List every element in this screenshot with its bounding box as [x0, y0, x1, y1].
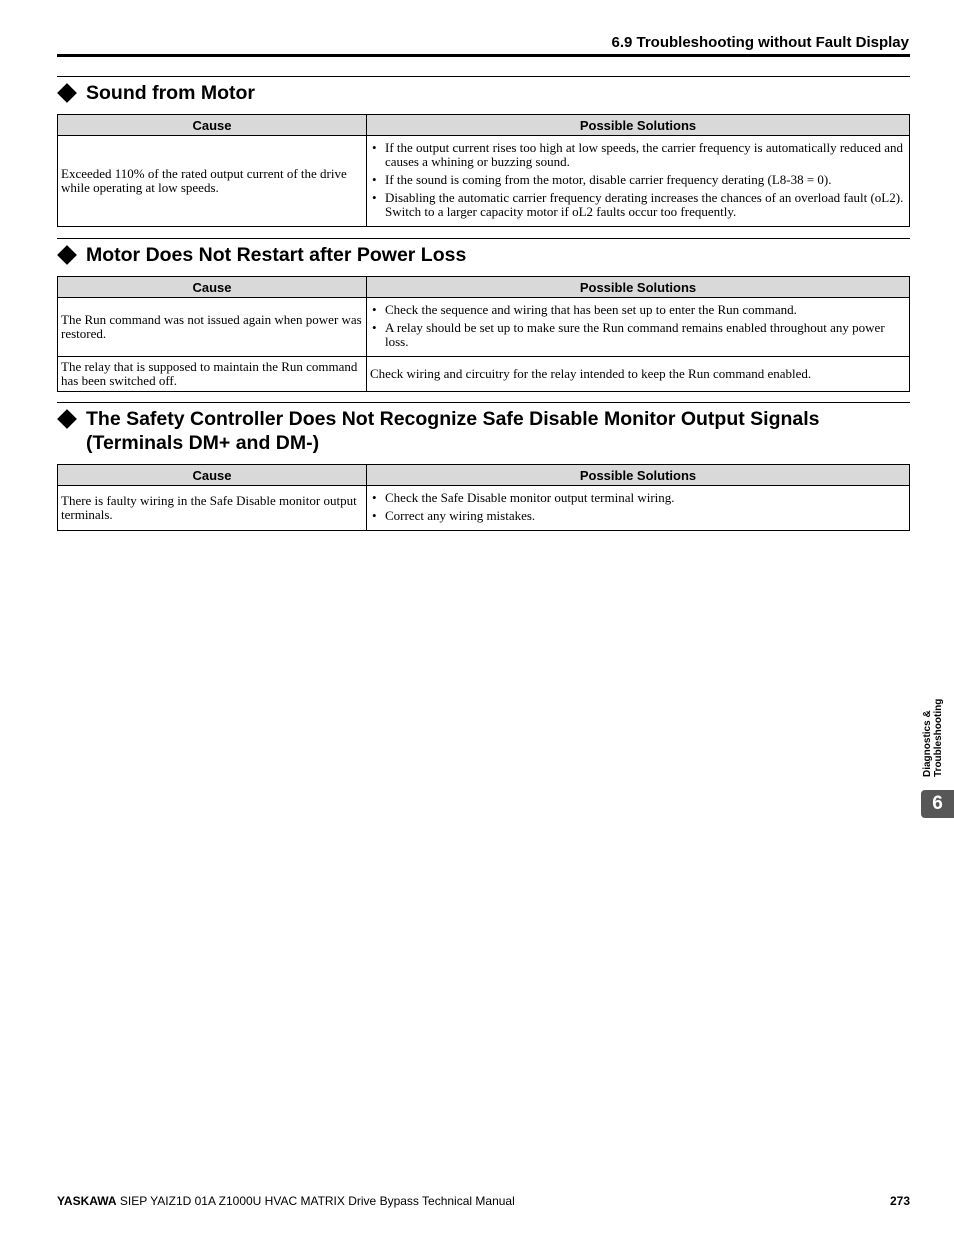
- list-item: • If the output current rises too high at low speeds, the carrier frequency is automatically reduced and causes a whining or buzzing sound.: [370, 141, 906, 169]
- section-title-line: (Terminals DM+ and DM-): [86, 432, 320, 454]
- solutions-header: Possible Solutions: [367, 465, 910, 486]
- troubleshooting-table: [57, 114, 910, 227]
- solutions-cell: [367, 136, 910, 227]
- section-rule: [57, 76, 910, 77]
- section-motor-does-not-restart: [57, 238, 910, 392]
- section-rule: [57, 402, 910, 403]
- table-row: [58, 357, 910, 392]
- footer-brand: YASKAWA: [57, 1194, 117, 1208]
- cause-header: Cause: [58, 277, 367, 298]
- section-heading: [57, 243, 910, 267]
- side-label-line: Troubleshooting: [933, 698, 944, 777]
- table-row: [58, 136, 910, 227]
- cause-header: Cause: [58, 115, 367, 136]
- list-item: • A relay should be set up to make sure the Run command remains enabled throughout any power loss.: [370, 321, 906, 349]
- diamond-bullet-icon: [57, 83, 77, 103]
- section-safety-controller: [57, 402, 910, 531]
- section-rule: [57, 238, 910, 239]
- cause-cell: The Run command was not issued again when power was restored.: [58, 298, 367, 357]
- solutions-cell: Check wiring and circuitry for the relay intended to keep the Run command enabled.: [367, 357, 910, 392]
- list-item: • Check the sequence and wiring that has been set up to enter the Run command.: [370, 303, 906, 317]
- side-label-text: [922, 682, 944, 777]
- section-title: Sound from Motor: [86, 82, 255, 104]
- cause-cell: The relay that is supposed to maintain the Run command has been switched off.: [58, 357, 367, 392]
- page-footer: [57, 1194, 910, 1208]
- cause-header: Cause: [58, 465, 367, 486]
- list-item: • Check the Safe Disable monitor output terminal wiring.: [370, 491, 906, 505]
- diamond-bullet-icon: [57, 245, 77, 265]
- troubleshooting-table: [57, 464, 910, 531]
- list-item: • Disabling the automatic carrier frequency derating increases the chances of an overload fault (oL2). Switch to a larger capacity motor if oL2 faults occur too frequently.: [370, 191, 906, 219]
- solutions-cell: [367, 486, 910, 531]
- section-title: [86, 407, 820, 455]
- list-item: • If the sound is coming from the motor, disable carrier frequency derating (L8-38 = 0).: [370, 173, 906, 187]
- cause-cell: There is faulty wiring in the Safe Disable monitor output terminals.: [58, 486, 367, 531]
- table-header-row: [58, 465, 910, 486]
- troubleshooting-table: [57, 276, 910, 392]
- table-row: [58, 298, 910, 357]
- diamond-bullet-icon: [57, 409, 77, 429]
- side-label-line: Diagnostics &: [922, 710, 933, 777]
- section-heading: [57, 81, 910, 105]
- side-chapter-label: [922, 685, 952, 780]
- solutions-header: Possible Solutions: [367, 277, 910, 298]
- solutions-header: Possible Solutions: [367, 115, 910, 136]
- solutions-list: [370, 491, 906, 523]
- solutions-list: [370, 141, 906, 219]
- section-sound-from-motor: [57, 76, 910, 227]
- section-heading: [57, 407, 910, 455]
- section-title: Motor Does Not Restart after Power Loss: [86, 244, 467, 266]
- footer-manual-title: [57, 1194, 515, 1208]
- table-header-row: [58, 115, 910, 136]
- cause-cell: Exceeded 110% of the rated output current of the drive while operating at low speeds.: [58, 136, 367, 227]
- section-title-line: The Safety Controller Does Not Recognize Safe Disable Monitor Output Signals: [86, 408, 820, 430]
- solutions-cell: [367, 298, 910, 357]
- list-item: • Correct any wiring mistakes.: [370, 509, 906, 523]
- solutions-list: [370, 303, 906, 349]
- header-rule: [57, 54, 910, 57]
- table-header-row: [58, 277, 910, 298]
- footer-manual-name: SIEP YAIZ1D 01A Z1000U HVAC MATRIX Drive Bypass Technical Manual: [119, 1194, 515, 1208]
- page-number: 273: [889, 1194, 910, 1208]
- chapter-tab: 6: [921, 790, 954, 818]
- table-row: [58, 486, 910, 531]
- running-header: 6.9 Troubleshooting without Fault Display: [611, 34, 909, 51]
